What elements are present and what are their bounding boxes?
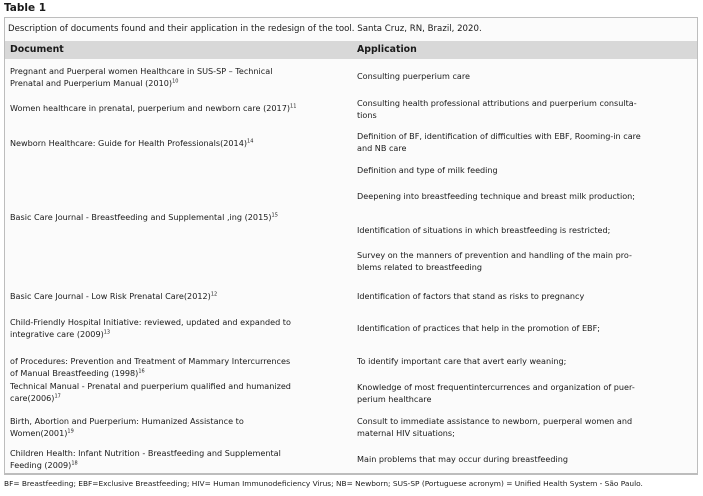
application-text-line: and NB care	[357, 143, 407, 153]
reference-superscript: 17	[54, 393, 61, 400]
application-text-line: Survey on the manners of prevention and handling of the main pro-	[357, 250, 632, 260]
application-cell	[357, 130, 692, 154]
reference-superscript: 10	[172, 78, 179, 85]
application-cell	[357, 97, 692, 121]
application-text-line: To identify important care that avert early weaning;	[357, 356, 567, 366]
application-text-line: tions	[357, 110, 377, 120]
document-text-line: Birth, Abortion and Puerperium: Humanized Assistance to	[10, 416, 244, 426]
application-cell	[357, 381, 692, 405]
application-text-line: perium healthcare	[357, 394, 432, 404]
application-cell	[357, 322, 692, 334]
application-cell	[357, 249, 692, 273]
document-text-line: Technical Manual - Prenatal and puerperium qualified and humanized	[10, 381, 291, 391]
application-cell	[357, 70, 692, 82]
header-application: Application	[357, 44, 417, 55]
document-text-line: Newborn Healthcare: Guide for Health $Professionals(2014)^{14}$	[10, 138, 254, 148]
document-text-line: Basic Care Journal - Breastfeeding and Supplemental ,ing $(2015)^{15}$	[10, 212, 278, 222]
application-cell	[357, 164, 692, 176]
reference-superscript: 19	[67, 428, 74, 435]
document-text-line: of Manual Breastfeeding $(1998)^{16}$	[10, 368, 145, 378]
document-text-line: integrative care $(2009)^{13}$	[10, 329, 111, 339]
document-cell	[10, 290, 345, 302]
document-text-line: $Women(2001)^{19}$	[10, 428, 74, 438]
application-text-line: Identification of factors that stand as risks to pregnancy	[357, 291, 585, 301]
application-text-line: Knowledge of most frequentintercurrences and organization of puer-	[357, 382, 635, 392]
application-cell	[357, 190, 692, 202]
application-text-line: Deepening into breastfeeding technique and breast milk production;	[357, 191, 636, 201]
document-cell	[10, 355, 345, 379]
document-text-line: Feeding $(2009)^{18}$	[10, 460, 78, 470]
application-cell	[357, 355, 692, 367]
document-text-line: Prenatal and Puerperium Manual $(2010)^{10}$	[10, 78, 179, 88]
reference-superscript: 16	[138, 368, 145, 375]
application-cell	[357, 290, 692, 302]
application-text-line: Definition and type of milk feeding	[357, 165, 498, 175]
application-text-line: blems related to breastfeeding	[357, 262, 483, 272]
application-text-line: Consult to immediate assistance to newborn, puerperal women and	[357, 416, 633, 426]
reference-superscript: 14	[247, 138, 254, 145]
table-caption: Description of documents found and their application in the redesign of the tool. Santa Cruz, RN, Brazil, 2020.	[8, 24, 482, 34]
document-cell	[10, 65, 345, 89]
document-cell	[10, 380, 345, 404]
application-text-line: Identification of practices that help in the promotion of EBF;	[357, 323, 600, 333]
document-text-line: Pregnant and Puerperal women Healthcare in SUS-SP – Technical	[10, 66, 273, 76]
document-cell	[10, 316, 345, 340]
application-text-line: Consulting puerperium care	[357, 71, 470, 81]
application-text-line: Main problems that may occur during breastfeeding	[357, 454, 569, 464]
reference-superscript: 12	[210, 291, 218, 298]
header-document: Document	[10, 44, 64, 55]
application-text-line: Definition of BF, identification of difficulties with EBF, Rooming-in care	[357, 131, 641, 141]
document-text-line: Women healthcare in prenatal, puerperium and newborn care $(2017)^{11}$	[10, 103, 297, 113]
document-cell	[10, 211, 345, 223]
reference-superscript: 13	[103, 329, 111, 336]
document-cell	[10, 447, 345, 471]
reference-superscript: 18	[71, 460, 78, 467]
application-cell	[357, 415, 692, 439]
application-cell	[357, 224, 692, 236]
document-cell	[10, 102, 345, 114]
document-text-line: Child-Friendly Hospital Initiative: reviewed, updated and expanded to	[10, 317, 291, 327]
document-cell	[10, 415, 345, 439]
application-text-line: maternal HIV situations;	[357, 428, 455, 438]
document-text-line: $care(2006)^{17}$	[10, 393, 61, 403]
document-cell	[10, 137, 345, 149]
reference-superscript: 11	[290, 103, 297, 110]
document-text-line: of Procedures: Prevention and Treatment of Mammary Intercurrences	[10, 356, 291, 366]
application-cell	[357, 453, 692, 465]
table-bottom-rule	[4, 474, 698, 475]
document-text-line: Basic Care Journal - Low Risk Prenatal $Care(2012)^{12}$	[10, 291, 218, 301]
reference-superscript: 15	[271, 212, 278, 219]
table-footnote: BF= Breastfeeding; EBF=Exclusive Breastfeeding; HIV= Human Immunodeficiency Virus; NB= Newborn; SUS-SP (Portuguese acronym) = Unified Health System - São Paulo.	[4, 479, 643, 488]
application-text-line: Consulting health professional attributions and puerperium consulta-	[357, 98, 637, 108]
table-header-row	[5, 41, 697, 59]
application-text-line: Identification of situations in which breastfeeding is restricted;	[357, 225, 611, 235]
document-text-line: Children Health: Infant Nutrition - Breastfeeding and Supplemental	[10, 448, 281, 458]
table-label: Table 1	[4, 2, 47, 14]
